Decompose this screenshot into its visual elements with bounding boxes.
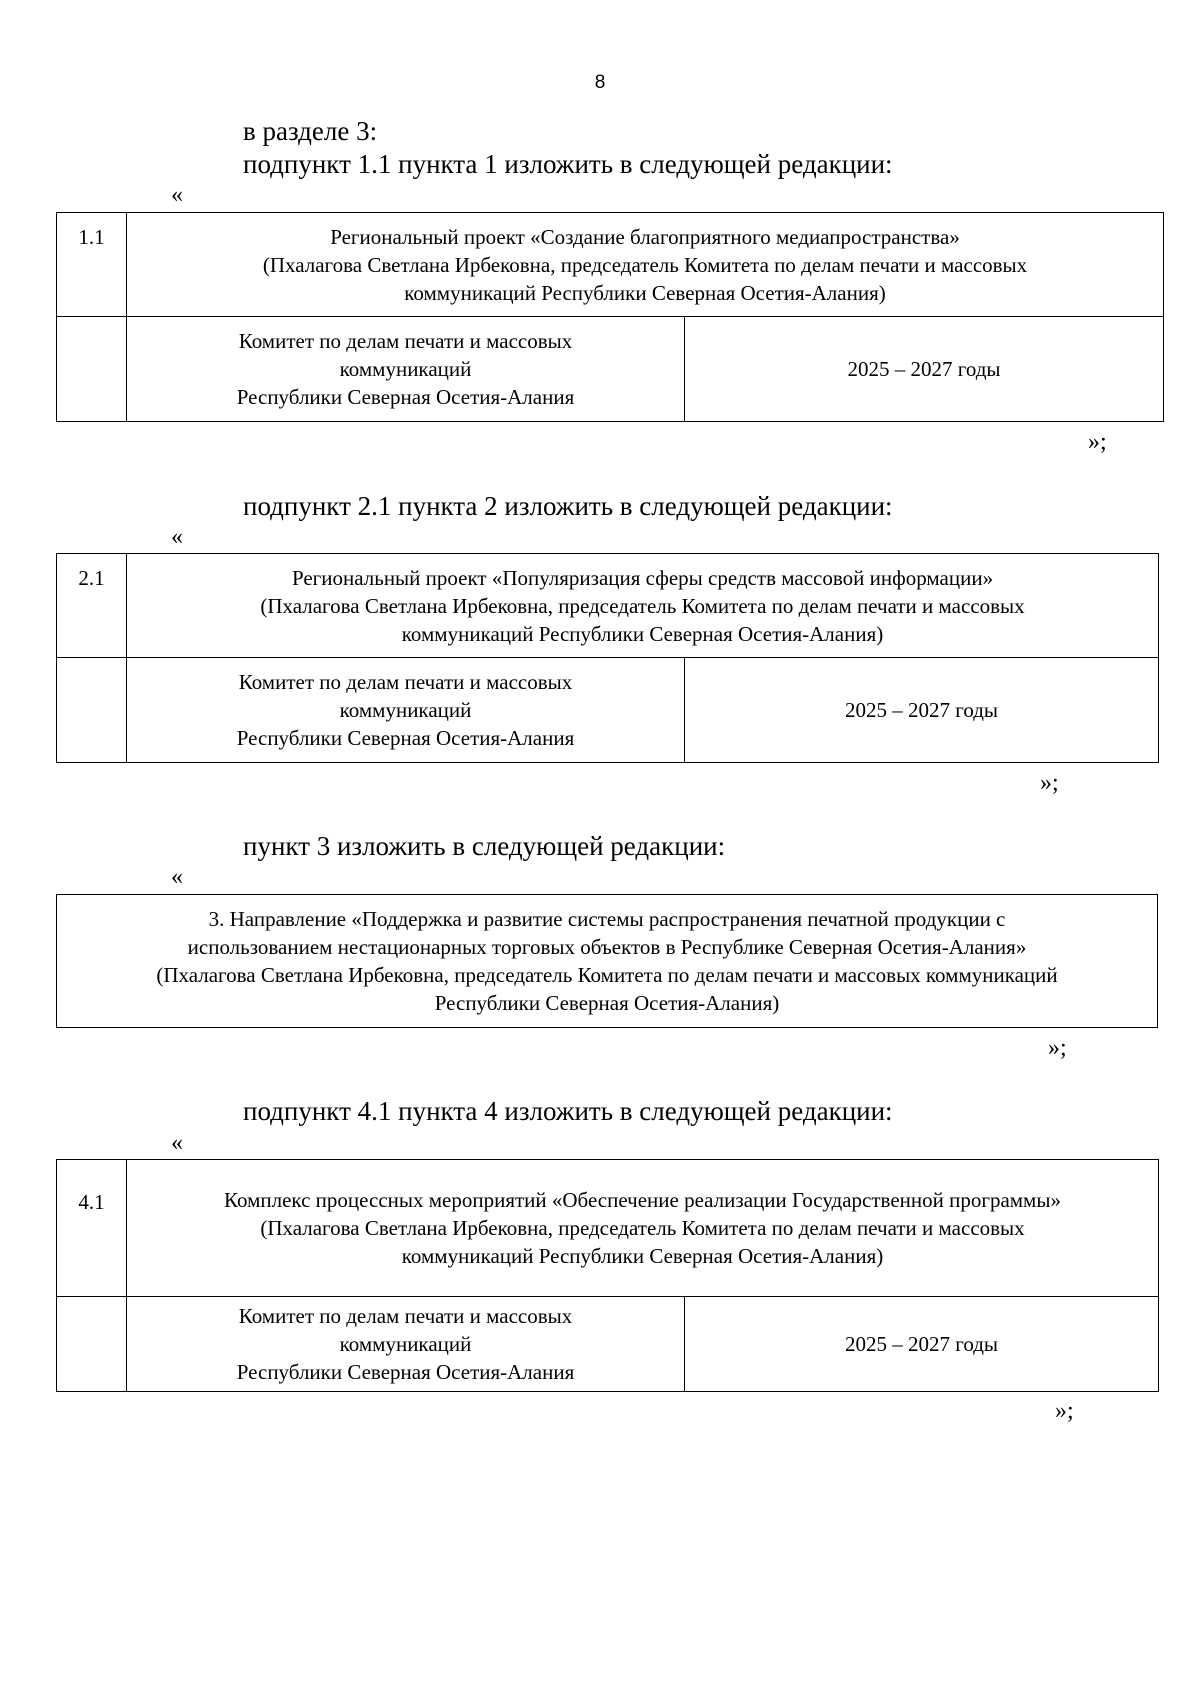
responsible-cell (127, 1297, 685, 1392)
item-title-line: Региональный проект «Создание благоприятного медиапространства» (330, 224, 960, 249)
direction-title-line: (Пхалагова Светлана Ирбековна, председатель Комитета по делам печати и массовых коммуникаций (156, 963, 1058, 987)
direction-title-line: использованием нестационарных торговых объектов в Республике Северная Осетия-Алания» (187, 935, 1027, 959)
item-title (127, 1160, 1159, 1297)
responsible-line: Республики Северная Осетия-Алания (236, 1360, 575, 1384)
section-3-intro: пункт 3 изложить в следующей редакции: (243, 831, 726, 861)
item-title (127, 213, 1164, 317)
responsible-line: Республики Северная Осетия-Алания (236, 385, 575, 409)
item-number: 1.1 (57, 213, 127, 317)
section-3-close-quote: »; (1048, 1035, 1067, 1061)
period-cell: 2025 – 2027 годы (685, 317, 1164, 422)
section-1-open-quote: « (171, 182, 183, 208)
section-4-close-quote: »; (1055, 1398, 1074, 1424)
section-4-open-quote: « (171, 1130, 183, 1156)
item-title (127, 554, 1159, 658)
section-1-close-quote: »; (1088, 429, 1107, 455)
section-intro: в разделе 3: (243, 116, 378, 146)
empty-cell (57, 658, 127, 763)
item-title-line: коммуникаций Республики Северная Осетия-Алания) (404, 280, 886, 305)
section-1-intro: подпункт 1.1 пункта 1 изложить в следующей редакции: (243, 149, 893, 179)
section-3-open-quote: « (171, 864, 183, 890)
item-number: 4.1 (57, 1160, 127, 1297)
item-title-line: (Пхалагова Светлана Ирбековна, председатель Комитета по делам печати и массовых (260, 1216, 1025, 1240)
responsible-line: Комитет по делам печати и массовых (238, 329, 573, 353)
section-4-intro: подпункт 4.1 пункта 4 изложить в следующей редакции: (243, 1096, 893, 1126)
section-2-table (56, 553, 1159, 763)
direction-title-line: 3. Направление «Поддержка и развитие системы распространения печатной продукции с (208, 907, 1006, 931)
direction-title-line: Республики Северная Осетия-Алания) (434, 991, 780, 1015)
responsible-line: коммуникаций (339, 1332, 472, 1356)
period-cell: 2025 – 2027 годы (685, 658, 1159, 763)
responsible-line: Комитет по делам печати и массовых (238, 1304, 573, 1328)
period-cell: 2025 – 2027 годы (685, 1297, 1159, 1392)
responsible-line: Комитет по делам печати и массовых (238, 670, 573, 694)
responsible-cell (127, 317, 685, 422)
item-title-line: Региональный проект «Популяризация сферы средств массовой информации» (291, 565, 994, 590)
item-title-line: коммуникаций Республики Северная Осетия-Алания) (401, 621, 884, 646)
responsible-line: коммуникаций (339, 698, 472, 722)
section-2-close-quote: »; (1040, 770, 1059, 796)
empty-cell (57, 317, 127, 422)
item-title-line: коммуникаций Республики Северная Осетия-Алания) (401, 1244, 884, 1268)
section-2-open-quote: « (171, 524, 183, 550)
item-number: 2.1 (57, 554, 127, 658)
responsible-cell (127, 658, 685, 763)
empty-cell (57, 1297, 127, 1392)
item-title-line: (Пхалагова Светлана Ирбековна, председатель Комитета по делам печати и массовых (260, 593, 1025, 618)
item-title-line: (Пхалагова Светлана Ирбековна, председатель Комитета по делам печати и массовых (262, 252, 1028, 277)
section-3-box (56, 894, 1158, 1028)
responsible-line: Республики Северная Осетия-Алания (236, 726, 575, 750)
section-2-intro: подпункт 2.1 пункта 2 изложить в следующей редакции: (243, 491, 893, 521)
section-4-table (56, 1159, 1159, 1392)
section-1-table (56, 212, 1164, 422)
item-title-line: Комплекс процессных мероприятий «Обеспечение реализации Государственной программы» (224, 1188, 1061, 1212)
responsible-line: коммуникаций (339, 357, 472, 381)
page-number: 8 (594, 72, 606, 93)
